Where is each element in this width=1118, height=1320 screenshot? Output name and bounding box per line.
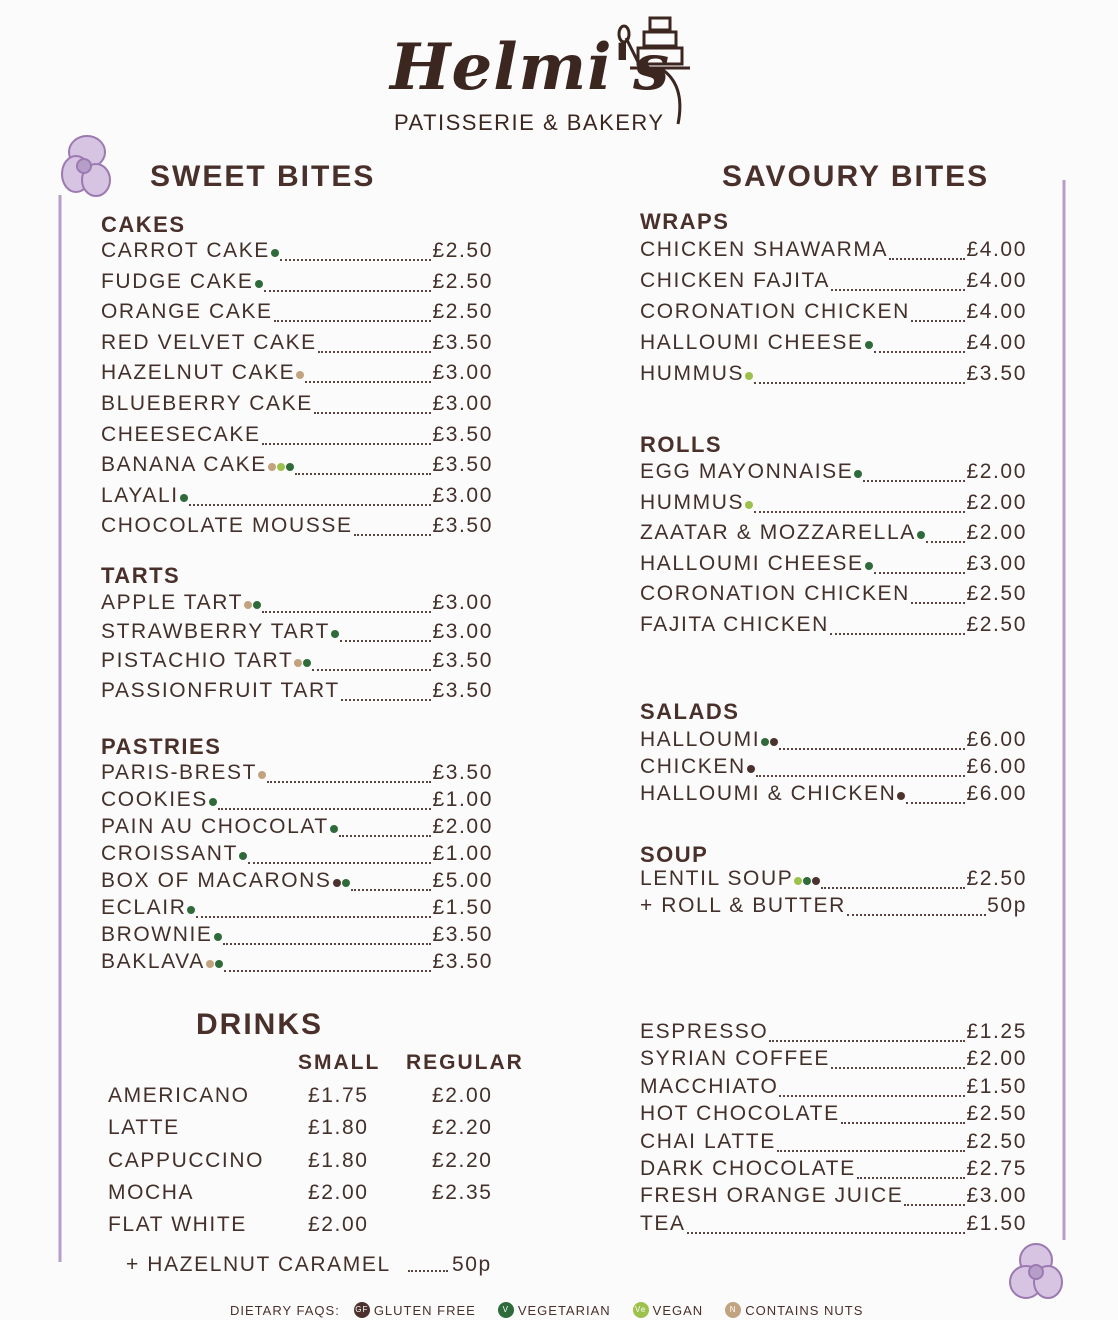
- dot-leader: [314, 412, 432, 414]
- legend-text: VEGAN: [652, 1302, 704, 1318]
- menu-item: [101, 815, 493, 843]
- dot-leader: [874, 351, 966, 353]
- dot-leader: [857, 1177, 966, 1179]
- menu-item-name: CHICKEN FAJITA: [640, 269, 831, 292]
- menu-item-name: ORANGE CAKE: [101, 300, 273, 324]
- dot-leader: [863, 480, 965, 482]
- coffee-regular: £2.00: [432, 1084, 493, 1107]
- menu-item: [101, 239, 493, 267]
- menu-item-price: £3.50: [432, 649, 493, 673]
- menu-item-name: BLUEBERRY CAKE: [101, 392, 313, 415]
- dot-leader: [754, 382, 965, 384]
- coffee-name: FLAT WHITE: [108, 1213, 247, 1237]
- menu-item-price: £3.50: [432, 923, 493, 946]
- menu-item: [101, 514, 493, 542]
- menu-item-name: BANANA CAKE: [101, 453, 267, 477]
- menu-item: [640, 782, 1027, 810]
- menu-item: [101, 620, 493, 648]
- menu-item-price: £2.50: [966, 1102, 1027, 1126]
- diet-n-icon: [268, 463, 276, 471]
- diet-v-icon: [865, 562, 873, 570]
- menu-item-name: HALLOUMI CHEESE: [640, 551, 864, 575]
- dot-leader: [295, 473, 432, 475]
- diet-v-icon: [330, 825, 338, 833]
- menu-item: [640, 1130, 1027, 1158]
- menu-item-name: CHOCOLATE MOUSSE: [101, 514, 353, 538]
- coffee-name: CAPPUCCINO: [108, 1148, 265, 1172]
- menu-item-name: STRAWBERRY TART: [101, 620, 330, 644]
- menu-item-name: FUDGE CAKE: [101, 269, 254, 293]
- drinks-col-small: SMALL: [298, 1051, 381, 1074]
- menu-item: [101, 270, 493, 298]
- menu-item: [101, 679, 493, 707]
- cakes-title: CAKES: [101, 212, 186, 237]
- menu-item-price: £6.00: [966, 782, 1027, 805]
- menu-item: [640, 1047, 1027, 1075]
- coffee-small: £1.75: [308, 1084, 369, 1107]
- diet-gf-icon: [747, 765, 755, 773]
- menu-item-name: HALLOUMI & CHICKEN: [640, 782, 897, 805]
- menu-item-price: £2.50: [966, 582, 1027, 606]
- dot-leader: [280, 259, 432, 261]
- menu-item: [640, 362, 1027, 390]
- dietary-legend: [230, 1300, 930, 1320]
- menu-item-price: £2.50: [432, 300, 493, 324]
- menu-item-price: £3.50: [432, 422, 493, 446]
- diet-n-icon: [244, 601, 252, 609]
- menu-item: [640, 582, 1027, 610]
- dot-leader: [341, 699, 432, 701]
- menu-item: [640, 331, 1027, 359]
- diet-gf-icon: [897, 792, 905, 800]
- dot-leader: [926, 541, 966, 543]
- menu-item: [640, 728, 1027, 756]
- menu-item: [640, 269, 1027, 297]
- menu-item-name: MACCHIATO: [640, 1074, 779, 1098]
- menu-item-name: CHEESECAKE: [101, 422, 261, 446]
- dot-leader: [906, 802, 965, 804]
- diet-n-icon: [296, 371, 304, 379]
- menu-item-name: HOT CHOCOLATE: [640, 1102, 840, 1126]
- legend-text: VEGETARIAN: [517, 1302, 611, 1318]
- menu-item-price: £4.00: [966, 269, 1027, 292]
- diet-v-icon: [286, 463, 294, 471]
- menu-item-price: £1.25: [966, 1020, 1027, 1043]
- dot-leader: [218, 808, 432, 810]
- menu-item-price: £2.50: [966, 613, 1027, 636]
- diet-gf-icon: [770, 738, 778, 746]
- menu-item-name: CHICKEN: [640, 755, 746, 778]
- dot-leader: [821, 887, 965, 889]
- legend-item: [498, 1302, 611, 1318]
- menu-item-name: HUMMUS: [640, 362, 745, 385]
- coffee-name: AMERICANO: [108, 1084, 250, 1107]
- menu-item-price: £6.00: [966, 728, 1027, 751]
- menu-item-price: £3.50: [432, 330, 493, 354]
- menu-item-price: £3.50: [432, 514, 493, 538]
- dot-leader: [274, 320, 432, 322]
- diet-ve-icon: [277, 463, 285, 471]
- flower-icon-bottom-right: [1010, 1244, 1062, 1298]
- menu-item-name: BOX OF MACARONS: [101, 869, 332, 892]
- menu-item-price: £3.50: [432, 950, 493, 973]
- dot-leader: [779, 1095, 965, 1097]
- menu-item-name: CORONATION CHICKEN: [640, 582, 910, 606]
- menu-item-price: £3.00: [432, 361, 493, 385]
- extra-name: + HAZELNUT CARAMEL: [126, 1253, 391, 1276]
- dot-leader: [318, 351, 432, 353]
- menu-item-name: DARK CHOCOLATE: [640, 1157, 856, 1180]
- menu-item-name: TEA: [640, 1211, 686, 1235]
- menu-item: [640, 1102, 1027, 1130]
- diet-v-icon: [209, 798, 217, 806]
- coffee-regular: £2.20: [432, 1116, 493, 1140]
- menu-item-price: £4.00: [966, 238, 1027, 261]
- diet-v-icon: [803, 877, 811, 885]
- dot-leader: [754, 511, 965, 513]
- menu-item-price: £2.50: [432, 239, 493, 262]
- coffee-small: £1.80: [308, 1116, 369, 1140]
- diet-v-icon: [854, 470, 862, 478]
- menu-item-name: COOKIES: [101, 788, 208, 811]
- dot-leader: [305, 381, 431, 383]
- legend-badge-icon: Ve: [633, 1302, 649, 1318]
- menu-item: [101, 761, 493, 789]
- menu-item-name: LAYALI: [101, 483, 179, 507]
- menu-item-name: SYRIAN COFFEE: [640, 1047, 830, 1071]
- diet-v-icon: [187, 906, 195, 914]
- legend-item: [725, 1302, 863, 1318]
- extra-price: 50p: [452, 1253, 492, 1276]
- menu-item-price: £2.50: [432, 269, 493, 293]
- diet-v-icon: [917, 531, 925, 539]
- menu-item: [640, 1157, 1027, 1185]
- menu-item-price: £3.00: [432, 620, 493, 644]
- legend-badge-icon: N: [725, 1302, 741, 1318]
- dot-leader: [354, 534, 432, 536]
- menu-item: [640, 460, 1027, 488]
- menu-item-name: CROISSANT: [101, 842, 238, 865]
- menu-item-price: £5.00: [432, 869, 493, 892]
- dot-leader: [831, 289, 965, 291]
- menu-item-name: PISTACHIO TART: [101, 649, 294, 673]
- menu-item: [640, 1075, 1027, 1103]
- dot-leader: [841, 1122, 966, 1124]
- legend-label: DIETARY FAQS:: [230, 1302, 340, 1318]
- menu-item-name: CORONATION CHICKEN: [640, 300, 910, 323]
- diet-ve-icon: [745, 372, 753, 380]
- menu-item-price: £2.00: [432, 815, 493, 838]
- menu-item: [640, 552, 1027, 580]
- menu-item-name: HALLOUMI: [640, 728, 761, 751]
- menu-item: [640, 867, 1027, 895]
- menu-item-name: CHICKEN SHAWARMA: [640, 238, 889, 261]
- menu-item: [101, 649, 493, 677]
- coffee-small: £1.80: [308, 1148, 369, 1172]
- menu-item-name: RED VELVET CAKE: [101, 330, 317, 354]
- dot-leader: [779, 748, 965, 750]
- coffee-regular: £2.35: [432, 1180, 493, 1204]
- dot-leader: [351, 889, 432, 891]
- drinks-title: DRINKS: [196, 1008, 324, 1041]
- diet-v-icon: [271, 249, 279, 257]
- menu-item-price: £6.00: [966, 755, 1027, 778]
- rolls-title: ROLLS: [640, 432, 723, 457]
- menu-item-name: PARIS-BREST: [101, 761, 258, 784]
- menu-item-price: £2.50: [966, 867, 1027, 890]
- menu-item: [640, 491, 1027, 519]
- dot-leader: [262, 443, 432, 445]
- menu-item-name: HALLOUMI CHEESE: [640, 331, 864, 354]
- menu-item: [640, 521, 1027, 549]
- menu-item: [101, 896, 493, 924]
- diet-ve-icon: [745, 501, 753, 509]
- menu-item: [101, 361, 493, 389]
- diet-n-icon: [206, 960, 214, 968]
- menu-item-price: £3.00: [432, 591, 493, 614]
- diet-v-icon: [239, 852, 247, 860]
- menu-item-price: £3.50: [432, 761, 493, 784]
- menu-item-price: £4.00: [966, 300, 1027, 323]
- dot-leader: [262, 611, 431, 613]
- diet-v-icon: [215, 960, 223, 968]
- legend-text: CONTAINS NUTS: [745, 1302, 864, 1318]
- menu-item: [640, 755, 1027, 783]
- wraps-title: WRAPS: [640, 209, 730, 234]
- legend-items: [354, 1302, 886, 1318]
- diet-n-icon: [294, 659, 302, 667]
- dot-leader: [687, 1232, 966, 1234]
- dot-leader: [847, 914, 986, 916]
- menu-item: [101, 300, 493, 328]
- diet-ve-icon: [794, 877, 802, 885]
- menu-item-price: £2.50: [966, 1129, 1027, 1153]
- menu-item-price: £1.50: [432, 896, 493, 919]
- coffee-regular: £2.20: [432, 1148, 493, 1172]
- menu-item: [101, 842, 493, 870]
- menu-item-name: ZAATAR & MOZZARELLA: [640, 521, 916, 545]
- diet-gf-icon: [333, 879, 341, 887]
- menu-item: [640, 613, 1027, 641]
- menu-item-price: £3.50: [432, 678, 493, 702]
- menu-item-name: CARROT CAKE: [101, 239, 270, 262]
- menu-item-price: £4.00: [966, 331, 1027, 354]
- menu-item: [101, 392, 493, 420]
- extra-dots: [408, 1270, 448, 1272]
- menu-item-name: EGG MAYONNAISE: [640, 460, 854, 483]
- coffee-name: MOCHA: [108, 1180, 195, 1204]
- menu-item: [101, 788, 493, 816]
- diet-v-icon: [255, 280, 263, 288]
- menu-item-name: ESPRESSO: [640, 1020, 769, 1043]
- menu-item-price: £2.75: [966, 1157, 1027, 1180]
- diet-v-icon: [180, 494, 188, 502]
- dot-leader: [911, 602, 966, 604]
- dot-leader: [777, 1150, 966, 1152]
- menu-item-price: £3.50: [966, 362, 1027, 385]
- menu-item: [101, 423, 493, 451]
- menu-item: [640, 238, 1027, 266]
- menu-item-name: + ROLL & BUTTER: [640, 894, 846, 917]
- dot-leader: [224, 970, 432, 972]
- legend-badge-icon: V: [498, 1302, 514, 1318]
- coffee-name: LATTE: [108, 1116, 180, 1140]
- menu-item: [101, 453, 493, 481]
- dot-leader: [248, 862, 432, 864]
- menu-item: [640, 1184, 1027, 1212]
- menu-item: [101, 950, 493, 978]
- soup-title: SOUP: [640, 842, 709, 867]
- diet-n-icon: [258, 771, 266, 779]
- menu-item-name: ECLAIR: [101, 896, 187, 919]
- dot-leader: [189, 504, 432, 506]
- coffee-small: £2.00: [308, 1180, 369, 1204]
- menu-item: [101, 591, 493, 619]
- diet-v-icon: [761, 738, 769, 746]
- menu-item-name: BAKLAVA: [101, 950, 205, 973]
- dot-leader: [769, 1040, 965, 1042]
- logo-script: Helmi's: [390, 30, 671, 105]
- legend-badge-icon: GF: [354, 1302, 370, 1318]
- dot-leader: [196, 916, 431, 918]
- menu-item: [640, 1212, 1027, 1240]
- pastries-title: PASTRIES: [101, 734, 222, 759]
- menu-item-price: £3.00: [966, 551, 1027, 575]
- menu-item: [101, 923, 493, 951]
- logo-subtitle: PATISSERIE & BAKERY: [394, 110, 665, 135]
- diet-v-icon: [331, 630, 339, 638]
- dot-leader: [889, 258, 965, 260]
- legend-item: [354, 1302, 476, 1318]
- diet-gf-icon: [812, 877, 820, 885]
- legend-item: [633, 1302, 704, 1318]
- coffee-small: £2.00: [308, 1213, 369, 1237]
- menu-item-name: PASSIONFRUIT TART: [101, 678, 340, 702]
- tarts-title: TARTS: [101, 563, 181, 588]
- drinks-col-regular: REGULAR: [406, 1051, 524, 1074]
- menu-item-name: FRESH ORANGE JUICE: [640, 1184, 904, 1208]
- dot-leader: [267, 781, 431, 783]
- legend-text: GLUTEN FREE: [373, 1302, 476, 1318]
- menu-item-name: HUMMUS: [640, 490, 745, 514]
- menu-item-name: PAIN AU CHOCOLAT: [101, 815, 329, 838]
- menu-item-price: £3.50: [432, 453, 493, 477]
- dot-leader: [911, 320, 966, 322]
- menu-item-name: BROWNIE: [101, 923, 213, 946]
- menu-item: [640, 300, 1027, 328]
- menu-item-price: £3.00: [432, 392, 493, 415]
- dot-leader: [223, 943, 432, 945]
- dot-leader: [904, 1204, 965, 1206]
- menu-item-name: HAZELNUT CAKE: [101, 361, 296, 385]
- menu-item-name: APPLE TART: [101, 591, 244, 614]
- dot-leader: [756, 775, 966, 777]
- diet-v-icon: [214, 933, 222, 941]
- menu-item-price: £1.50: [966, 1074, 1027, 1098]
- menu-item-price: £1.00: [432, 788, 493, 811]
- dot-leader: [264, 290, 432, 292]
- menu-item-name: FAJITA CHICKEN: [640, 613, 829, 636]
- menu-item-name: LENTIL SOUP: [640, 867, 794, 890]
- menu-item-price: £2.00: [966, 490, 1027, 514]
- menu-item: [640, 1020, 1027, 1048]
- menu-item: [101, 869, 493, 897]
- menu-item-price: £2.00: [966, 1047, 1027, 1071]
- dot-leader: [312, 669, 431, 671]
- salads-title: SALADS: [640, 699, 740, 724]
- sweet-bites-title: SWEET BITES: [150, 160, 376, 193]
- dot-leader: [340, 640, 431, 642]
- menu-item-price: £2.00: [966, 521, 1027, 545]
- dot-leader: [339, 835, 432, 837]
- diet-v-icon: [303, 659, 311, 667]
- menu-item-price: £3.00: [432, 483, 493, 507]
- menu-item-name: CHAI LATTE: [640, 1129, 776, 1153]
- diet-v-icon: [253, 601, 261, 609]
- diet-v-icon: [865, 341, 873, 349]
- dot-leader: [874, 572, 966, 574]
- dot-leader: [830, 633, 966, 635]
- menu-item-price: £1.00: [432, 842, 493, 865]
- diet-v-icon: [342, 879, 350, 887]
- menu-item-price: £2.00: [966, 460, 1027, 483]
- menu-item: [640, 894, 1027, 922]
- menu-item-price: 50p: [987, 894, 1027, 917]
- savoury-bites-title: SAVOURY BITES: [722, 160, 990, 193]
- menu-item-price: £3.00: [966, 1184, 1027, 1208]
- menu-item: [101, 331, 493, 359]
- menu-item: [101, 484, 493, 512]
- menu-item-price: £1.50: [966, 1211, 1027, 1235]
- dot-leader: [831, 1067, 965, 1069]
- flower-icon-top-left: [62, 136, 110, 196]
